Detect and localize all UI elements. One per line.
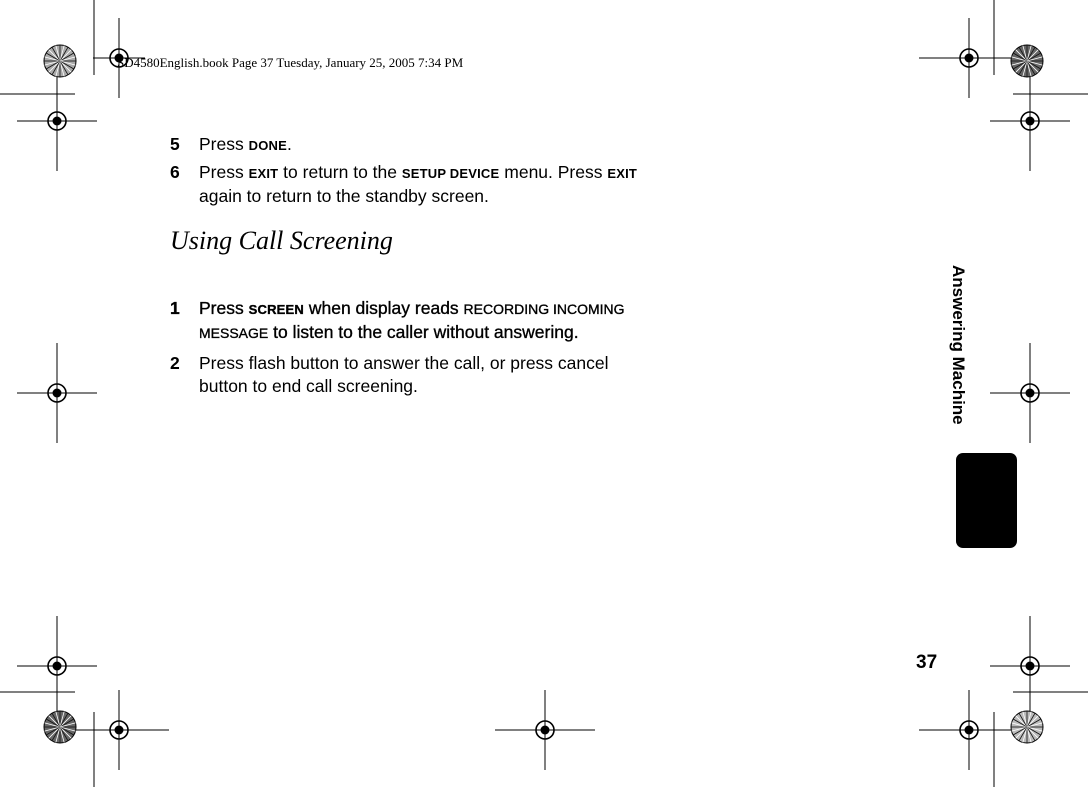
step-5: [170, 133, 650, 157]
step-number: 2: [170, 353, 180, 373]
steps-bottom: [170, 297, 650, 398]
registration-dot: [53, 662, 62, 671]
step-text: again to return to the standby screen.: [199, 186, 489, 206]
registration-dot: [115, 726, 124, 735]
registration-dot: [1026, 662, 1035, 671]
step-text: menu. Press: [499, 162, 608, 182]
step-number: 5: [170, 134, 180, 154]
step-number: 6: [170, 162, 180, 182]
step-6: [170, 161, 650, 208]
key-exit: EXIT: [248, 166, 279, 181]
step-text: .: [286, 134, 292, 154]
step-text: when display reads: [304, 298, 464, 318]
registration-dot: [53, 389, 62, 398]
side-tab-label: Answering Machine: [949, 265, 968, 425]
key-screen: SCREEN: [248, 302, 304, 317]
page-number: 37: [916, 652, 938, 673]
side-tab-marker: [956, 453, 1017, 548]
step-1: [170, 297, 650, 345]
step-text: to return to the: [278, 162, 402, 182]
registration-dot: [53, 117, 62, 126]
registration-dot: [1026, 389, 1035, 398]
registration-dot: [541, 726, 550, 735]
step-number: 1: [170, 298, 180, 318]
step-text: Press: [199, 298, 249, 318]
step-text: Press: [199, 162, 249, 182]
key-done: DONE: [248, 138, 287, 153]
step-text: Press flash button to answer the call, or press cancel button to end call screening.: [199, 353, 609, 396]
step-2: [170, 352, 650, 398]
display-message: RECORDING INCOMING MESSAGE: [199, 301, 625, 341]
print-info-header: SD4580English.book Page 37 Tuesday, January 25, 2005 7:34 PM: [117, 55, 464, 70]
section-title: Using Call Screening: [170, 226, 393, 255]
registration-dot: [965, 54, 974, 63]
steps-top: [170, 133, 650, 208]
step-text: to listen to the caller without answering.: [268, 322, 579, 342]
key-exit: EXIT: [607, 166, 638, 181]
registration-dot: [1026, 117, 1035, 126]
key-setup-device: SETUP DEVICE: [401, 166, 500, 181]
registration-dot: [965, 726, 974, 735]
step-text: Press: [199, 134, 249, 154]
